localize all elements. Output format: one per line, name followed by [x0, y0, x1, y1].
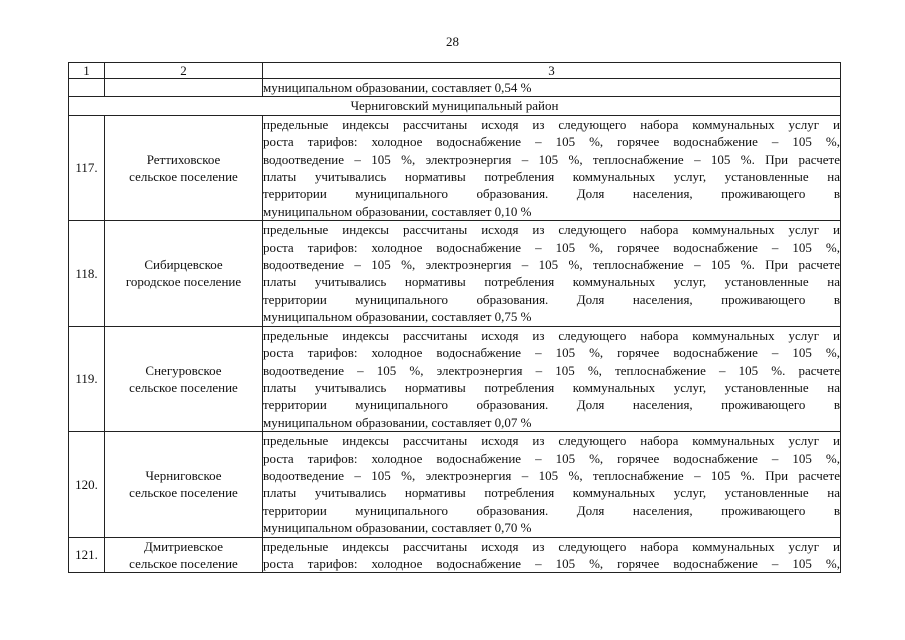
description-line: предельные индексы рассчитаны исходя из следующего набора коммунальных услуг и — [263, 433, 840, 449]
row-number: 118. — [69, 221, 105, 326]
row-number: 117. — [69, 115, 105, 220]
tariff-description — [263, 432, 841, 537]
description-line: предельные индексы рассчитаны исходя из следующего набора коммунальных услуг и — [263, 116, 840, 132]
section-row — [69, 97, 841, 115]
settlement-name-line: Реттиховское — [146, 151, 221, 167]
settlement-name — [105, 115, 263, 220]
description-line: предельные индексы рассчитаны исходя из следующего набора коммунальных услуг и — [263, 222, 840, 238]
continuation-name-cell — [105, 79, 263, 97]
description-line: водоотведение – 105 %, электроэнергия – 105 %, теплоснабжение – 105 %. При расчете — [263, 467, 840, 483]
settlement-name-line: Дмитриевское — [143, 538, 224, 554]
description-line: муниципальном образовании, составляет 0,10 % — [263, 203, 532, 219]
table-row — [69, 537, 841, 573]
table-row — [69, 115, 841, 220]
tariff-description — [263, 537, 841, 573]
description-line: платы учитывались нормативы потребления коммунальных услуг, установленные на — [263, 274, 840, 290]
table-row — [69, 221, 841, 326]
continuation-row — [69, 79, 841, 97]
description-line: платы учитывались нормативы потребления коммунальных услуг, установленные на — [263, 485, 840, 501]
description-line: муниципальном образовании, составляет 0,75 % — [263, 309, 532, 325]
settlement-type-line: городское поселение — [125, 274, 242, 290]
row-number: 121. — [69, 537, 105, 573]
settlement-name-line: Сибирцевское — [144, 257, 223, 273]
description-line: роста тарифов: холодное водоснабжение – 105 %, горячее водоснабжение – 105 %, — [263, 345, 840, 361]
description-line: водоотведение – 105 %, электроэнергия – 105 %, теплоснабжение – 105 %. расчете — [263, 362, 840, 378]
settlement-type-line: сельское поселение — [129, 485, 238, 501]
table-row — [69, 432, 841, 537]
tariff-description — [263, 326, 841, 431]
description-line: водоотведение – 105 %, электроэнергия – 105 %, теплоснабжение – 105 %. При расчете — [263, 257, 840, 273]
description-line: территории муниципального образования. Доля населения, проживающего в — [263, 291, 840, 307]
row-number: 120. — [69, 432, 105, 537]
description-line: предельные индексы рассчитаны исходя из следующего набора коммунальных услуг и — [263, 538, 840, 554]
description-line: роста тарифов: холодное водоснабжение – 105 %, горячее водоснабжение – 105 %, — [263, 239, 840, 255]
section-title: Черниговский муниципальный район — [69, 97, 841, 115]
column-header-1: 1 — [69, 63, 105, 79]
description-line: территории муниципального образования. Доля населения, проживающего в — [263, 502, 840, 518]
column-header-3: 3 — [263, 63, 841, 79]
settlement-name-line: Черниговское — [145, 467, 222, 483]
continuation-num-cell — [69, 79, 105, 97]
description-line: платы учитывались нормативы потребления коммунальных услуг, установленные на — [263, 169, 840, 185]
description-line: роста тарифов: холодное водоснабжение – 105 %, горячее водоснабжение – 105 %, — [263, 134, 840, 150]
table-body — [69, 63, 841, 573]
settlement-name — [105, 432, 263, 537]
tariff-table — [68, 62, 841, 573]
tariff-description — [263, 115, 841, 220]
description-line: платы учитывались нормативы потребления коммунальных услуг, установленные на — [263, 379, 840, 395]
settlement-type-line: сельское поселение — [129, 169, 238, 185]
description-line: роста тарифов: холодное водоснабжение – 105 %, горячее водоснабжение – 105 %, — [263, 555, 840, 571]
settlement-type-line: сельское поселение — [129, 379, 238, 395]
description-line: роста тарифов: холодное водоснабжение – 105 %, горячее водоснабжение – 105 %, — [263, 450, 840, 466]
description-line: водоотведение – 105 %, электроэнергия – 105 %, теплоснабжение – 105 %. При расчете — [263, 151, 840, 167]
settlement-name — [105, 221, 263, 326]
settlement-type-line: сельское поселение — [129, 555, 238, 571]
description-line: муниципальном образовании, составляет 0,07 % — [263, 414, 532, 430]
page-number: 28 — [446, 34, 459, 49]
description-line: муниципальном образовании, составляет 0,70 % — [263, 520, 532, 536]
column-header-2: 2 — [105, 63, 263, 79]
description-line: территории муниципального образования. Доля населения, проживающего в — [263, 186, 840, 202]
description-line: предельные индексы рассчитаны исходя из следующего набора коммунальных услуг и — [263, 327, 840, 343]
tariff-description — [263, 221, 841, 326]
table-row — [69, 326, 841, 431]
continuation-text: муниципальном образовании, составляет 0,54 % — [263, 79, 841, 97]
column-header-row — [69, 63, 841, 79]
row-number: 119. — [69, 326, 105, 431]
settlement-name — [105, 326, 263, 431]
settlement-name-line: Снегуровское — [145, 362, 222, 378]
description-line: территории муниципального образования. Доля населения, проживающего в — [263, 397, 840, 413]
settlement-name — [105, 537, 263, 573]
